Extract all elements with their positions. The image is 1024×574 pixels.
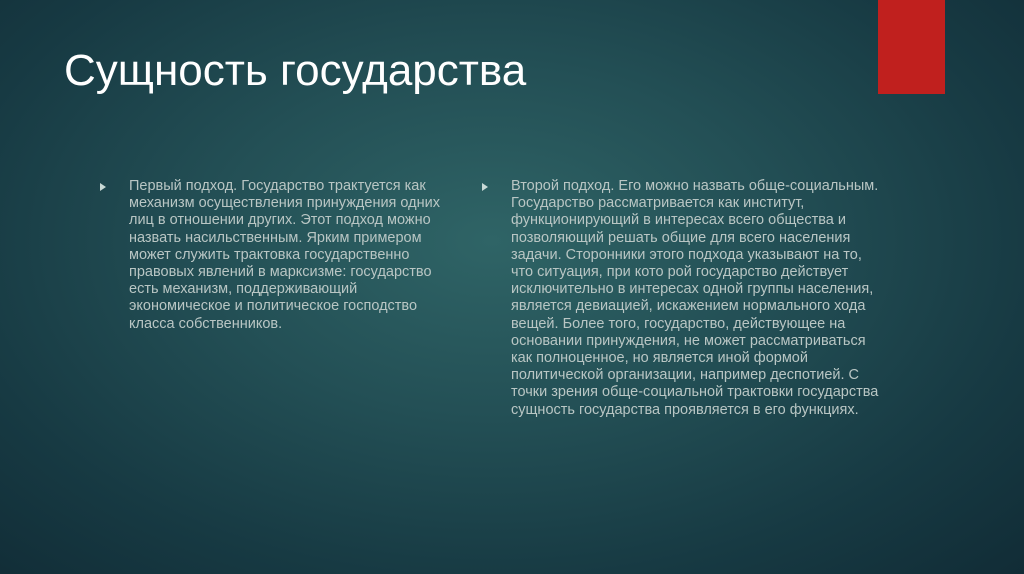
triangle-bullet-icon <box>482 183 488 191</box>
bullet-text: Второй подход. Его можно назвать обще-социальным. Государство рассматривается как институт, функционирующий в интересах всего общества и позволяющий решать общие для всего населения задачи. Сторонники этого подхода указывают на то, что ситуация, при кото рой государство действует исключительно в интересах одной группы населения, является девиацией, искажением нормального хода вещей. Более того, государство, действующее на основании принуждения, не может рассматриваться как полноценное, но является иной формой политической организации, например деспотией. С точки зрения обще-социальной трактовки государства сущность государства проявляется в его функциях. <box>511 178 879 418</box>
bullet-text: Первый подход. Государство трактуется как механизм осуществления принуждения одних лиц в отношении других. Этот подход можно назвать насильственным. Ярким примером может служить трактовка государственно правовых явлений в марксизме: государство есть механизм, поддерживающий экономическое и политическое господство класса собственников. <box>129 178 440 332</box>
slide-title: Сущность государства <box>64 46 527 95</box>
triangle-bullet-icon <box>100 183 106 191</box>
accent-bar <box>878 0 945 94</box>
bullet-item-second-approach <box>482 178 882 419</box>
bullet-item-first-approach <box>100 178 460 333</box>
